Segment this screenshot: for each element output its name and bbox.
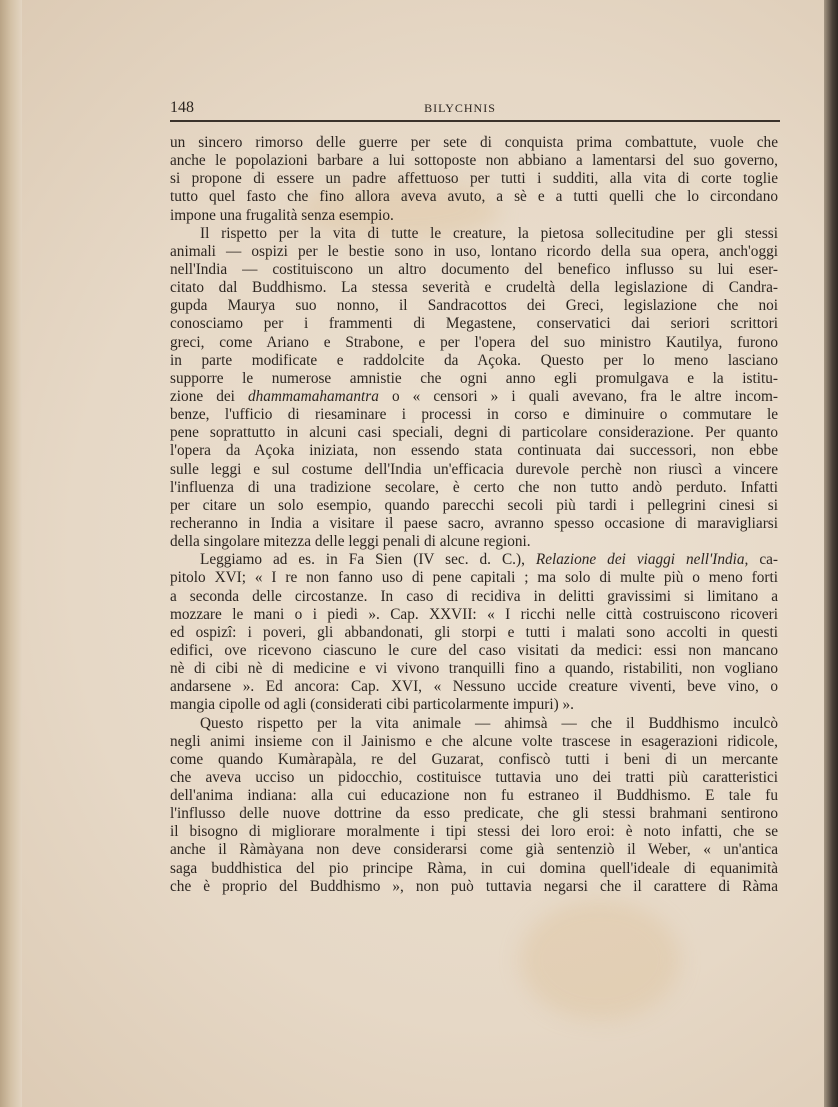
text-line [170,188,778,206]
text-line [170,442,778,460]
text-segment: un sincero rimorso delle guerre per sete di conquista prima combattute, vuole che [170,134,778,151]
paper-stain [520,900,680,1020]
text-segment: nè di cibi nè di medicine e vi vivono tranquilli fino a quando, ristabiliti, non vogliano [170,660,778,678]
paragraph [170,134,778,225]
text-segment: l'influenza di una tradizione secolare, è certo che non tutto andò perduto. Infatti [170,478,778,496]
text-segment: il bisogno di migliorare moralmente i tipi stessi dei loro eroi: è noto infatti, che se [170,823,778,841]
text-line [170,497,778,515]
text-segment: l'influsso delle nuove dottrine da esso predicate, che gli stessi brahmani sentirono [170,805,778,823]
text-segment: negli animi insieme con il Jainismo e che alcune volte trascese in esagerazioni ridicole, [170,732,778,750]
text-line [170,406,778,424]
text-line [170,515,778,533]
text-line [170,424,778,442]
page-binding-shadow [0,0,22,1107]
text-segment: anche le popolazioni barbare a lui sottoposte non abbiano a lamentarsi del suo governo, [170,152,778,170]
text-segment: conosciamo per i frammenti di Megastene, conservatici dai seriori scrittori [170,315,778,333]
running-header-title: BILYCHNIS [424,101,496,115]
text-line [170,751,778,769]
text-line [170,551,778,569]
text-line [170,805,778,823]
text-segment: pitolo XVI; « I re non fanno uso di pene capitali ; ma solo di multe più o meno forti [170,569,778,587]
text-line [170,660,778,678]
text-line [170,279,778,297]
italic-text: dhammamahamantra [247,387,379,405]
text-segment: zione dei [170,387,248,405]
text-segment: che è proprio del Buddhismo », non può tuttavia negarsi che il carattere di Ràma [170,877,778,895]
text-segment: pene soprattutto in alcuni casi speciali, degni di particolare considerazione. Per quanto [170,424,778,442]
text-segment: greci, come Ariano e Strabone, e per l'opera del suo ministro Kautilya, furono [170,333,778,351]
text-segment: mangia cipolle od agli (considerati cibi particolarmente impuri) ». [170,696,574,714]
text-line [170,696,778,714]
text-line [170,297,778,315]
text-segment: come quando Kumàrapàla, re del Guzarat, confiscò tutti i beni di un mercante [170,750,778,768]
text-line [170,370,778,388]
text-line [170,860,778,878]
text-line [170,334,778,352]
text-segment: in parte modificate e raddolcite da Açoka. Questo per lo meno lasciano [170,351,778,369]
text-segment: tutto quel fasto che fino allora aveva avuto, a sè e a tutti quelli che lo circondano [170,188,778,206]
text-segment: della singolare mitezza delle leggi penali di alcune regioni. [170,533,531,551]
body-text [170,134,778,896]
text-line [170,769,778,787]
text-segment: che aveva ucciso un pidocchio, costituisce tuttavia uno dei tratti più caratteristici [170,768,778,786]
text-segment: supporre le numerose amnistie che ogni anno egli promulgava e la istitu- [170,369,778,387]
paragraph [170,225,778,552]
text-segment: si propone di essere un padre affettuoso per tutti i sudditi, alla vita di corte toglie [170,170,778,188]
text-segment: edifici, ove ricevono ciascuno le cure del caso visitati da medici: essi non mancano [170,641,778,659]
text-line [170,715,778,733]
text-line [170,134,778,152]
text-line [170,388,778,406]
text-segment: gupda Maurya suo nonno, il Sandracottos dei Greci, legislazione che noi [170,297,778,315]
text-line [170,624,778,642]
text-line [170,642,778,660]
header-rule [170,120,780,122]
text-segment: benze, l'ufficio di riesaminare i processi in corso e diminuire o commutare le [170,406,778,424]
text-segment: ed ospizî: i poveri, gli abbandonati, gli storpi e tutti i malati sono accolti in questi [170,623,778,641]
text-segment: sulle leggi e sul costume dell'India un'efficacia durevole perchè non riuscì a vincere [170,460,778,478]
text-segment: impone una frugalità senza esempio. [170,206,394,224]
text-line [170,152,778,170]
text-line [170,170,778,188]
text-line [170,352,778,370]
text-segment: o « censori » i quali avevano, fra le altre incom- [378,387,779,405]
page-number: 148 [170,99,194,116]
text-line [170,225,778,243]
italic-text: Relazione dei viaggi nell'India, [535,551,749,569]
text-line [170,733,778,751]
text-line [170,479,778,497]
text-line [170,461,778,479]
text-segment: recheranno in India a visitare il paese sacro, avranno spesso occasione di maravigliarsi [170,514,778,532]
text-segment: citato dal Buddhismo. La stessa severità e crudeltà della legislazione di Candra- [170,279,778,297]
text-line [170,823,778,841]
text-line [170,606,778,624]
text-line [170,261,778,279]
text-line [170,588,778,606]
text-segment: per citare un solo esempio, quando parecchi secoli più tardi i pellegrini cinesi si [170,496,778,514]
text-segment: animali — ospizi per le bestie sono in uso, lontano ricordo della sua opera, anch'oggi [170,242,778,260]
paragraph [170,551,778,714]
text-line [170,533,778,551]
text-segment: Leggiamo ad es. in Fa Sien (IV sec. d. C.), [200,551,536,569]
text-line [170,243,778,261]
text-line [170,207,778,225]
text-segment: l'opera da Açoka iniziata, non essendo stata continuata dai successori, non ebbe [170,442,778,460]
text-segment: Il rispetto per la vita di tutte le creature, la pietosa sollecitudine per gli stessi [200,224,778,242]
text-line [170,569,778,587]
text-line [170,678,778,696]
text-segment: andarsene ». Ed ancora: Cap. XVI, « Nessuno uccide creature viventi, beve vino, o [170,678,778,696]
paragraph [170,715,778,896]
text-segment: nell'India — costituiscono un altro documento del benefico influsso su lui eser- [170,260,778,278]
text-segment: Questo rispetto per la vita animale — ahimsà — che il Buddhismo inculcò [200,714,778,732]
text-segment: ca- [748,551,779,569]
text-segment: saga buddhistica del pio principe Ràma, in cui domina quell'ideale di equanimità [170,859,778,877]
text-segment: anche il Ràmàyana non deve considerarsi come già sentenziò il Weber, « un'antica [170,841,778,859]
text-segment: dell'anima indiana: alla cui educazione non fu estraneo il Buddhismo. E tale fu [170,787,778,805]
text-segment: a seconda delle circostanze. In caso di recidiva in delitti gravissimi si limitano a [170,587,778,605]
text-segment: mozzare le mani o i piedi ». Cap. XXVII: « I ricchi nelle città costruiscono ricoveri [170,605,778,623]
page-edge [824,0,838,1107]
text-line [170,878,778,896]
text-line [170,841,778,859]
text-line [170,787,778,805]
text-line [170,315,778,333]
